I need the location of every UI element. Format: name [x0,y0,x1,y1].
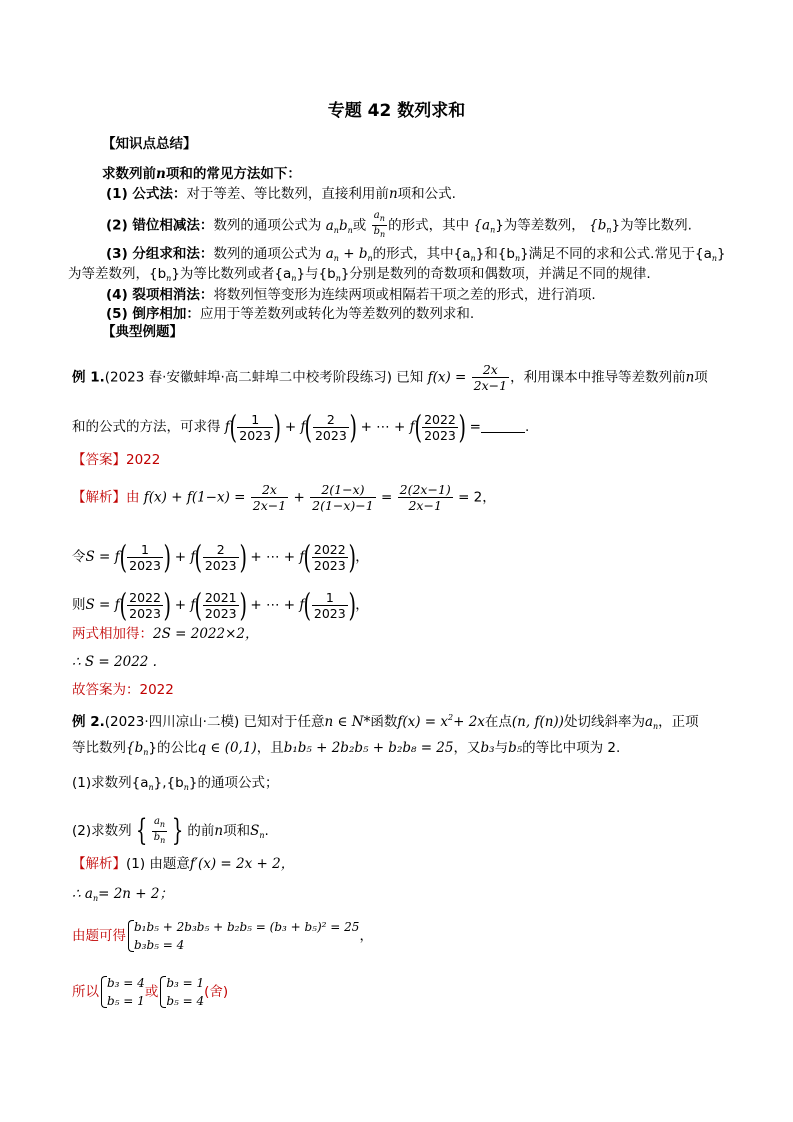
example-2-analysis-4: 所以 b₃ = 4 b₅ = 1 或 b₃ = 1 b₅ = 4 (舍) [72,976,229,1008]
method-5: (5) 倒序相加：应用于等差数列或转化为等差数列的数列求和. [106,306,475,322]
example-2-line-2: 等比数列$\{b_n\}$的公比q ∈ (0,1)，且b₁b₅ + 2b₂b₅ + b₂b₈ = 25，又b₃与b₅的等比中项为 2. [72,740,621,757]
example-2-analysis-1: 【解析】(1) 由题意f′(x) = 2x + 2， [72,856,295,872]
examples-heading: 【典型例题】 [102,324,183,340]
example-1-let: 令S = f( $\frac{1}{2023}$ ) + f( $\frac{2}{2023}$ ) + ⋯ + f( $\frac{2022}{2023}$ )， [72,538,369,576]
method-2: (2) 错位相减法：数列的通项公式为 $a_nb_n$或 $\frac{a_n}{b_n}$ 的形式，其中 $\{a_n\}$为等差数列， $\{b_n\}$为等比数列. [106,210,692,239]
example-2-question-2: (2)求数列 { $\frac{a_n}{b_n}$ } 的前n项和$S_n$. [72,813,269,848]
method-1: (1) 公式法：对于等差、等比数列，直接利用前n项和公式. [106,186,456,202]
example-1-line-1: 例 1.(2023 春·安徽蚌埠·高二蚌埠二中校考阶段练习) 已知 f(x) = $\frac{2x}{2x-1}$ ，利用课本中推导等差数列前n项 [72,362,708,393]
example-2-question-1: (1)求数列$\{a_n\},\{b_n\}$的通项公式； [72,775,279,792]
method-3: (3) 分组求和法：数列的通项公式为 $a_n + b_n$的形式，其中$\{a_n\}$和$\{b_n\}$满足不同的求和公式.常见于$\{a_n\}$ [106,246,726,263]
page-title: 专题 42 数列求和 [327,101,466,121]
example-1-analysis: 【解析】由 f(x) + f(1−x) = $\frac{2x}{2x-1}$ + $\frac{2(1-x)}{2(1-x)-1}$ = $\frac{2(2x-1)}{2x-1}$ = 2， [72,482,496,513]
method-4: (4) 裂项相消法：将数列恒等变形为连续两项或相隔若干项之差的形式，进行消项. [106,287,596,303]
summary-intro: 求数列前n项和的常见方法如下： [102,166,301,182]
summary-heading: 【知识点总结】 [102,136,197,152]
example-2-line-1: 例 2.(2023·四川凉山·二模) 已知对于任意n ∈ N*函数$f(x) = x^2+ 2x$在点(n, f(n))处切线斜率为$a_n$，正项 [72,713,699,731]
answer-blank [481,432,525,433]
example-1-answer: 【答案】2022 [72,452,161,468]
example-1-then: 则S = f( $\frac{2022}{2023}$ ) + f( $\frac{2021}{2023}$ ) + ⋯ + f( $\frac{1}{2023}$ )， [72,586,369,624]
example-2-analysis-3: 由题可得 b₁b₅ + 2b₃b₅ + b₂b₅ = (b₃ + b₅)² = 25 b₃b₅ = 4 ， [72,920,373,952]
example-1-line-2: 和的公式的方法，可求得 f( $\frac{1}{2023}$ ) + f( $\frac{2}{2023}$ ) + ⋯ + f( $\frac{2022}{2023}$ ) = . [72,408,530,446]
example-1-sum-line: 两式相加得：2S = 2022×2， [72,626,259,642]
method-3-line-2: 为等差数列，$\{b_n\}$为等比数列或者$\{a_n\}$与$\{b_n\}$分别是数列的奇数项和偶数项，并满足不同的规律. [68,266,651,283]
example-1-final: 故答案为：2022 [72,682,174,698]
example-1-therefore: ∴ S = 2022 . [72,654,157,670]
example-2-analysis-2: ∴ $a_n= 2n + 2$； [72,886,173,903]
